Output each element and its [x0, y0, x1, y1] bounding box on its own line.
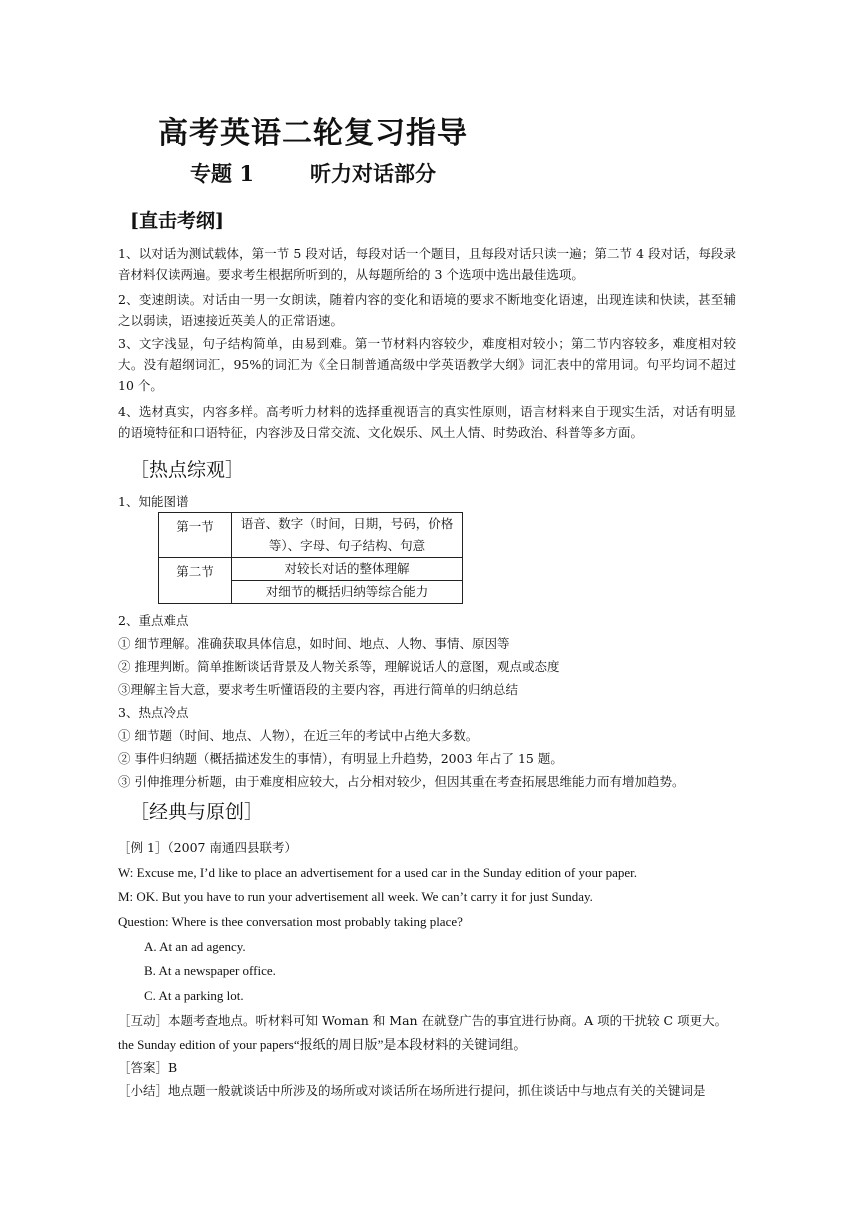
option-c: C. At a parking lot. [144, 988, 244, 1003]
section1-paragraph-1: 1、以对话为测试载体，第一节 5 段对话，每段对话一个题目，且每段对话只读一遍；第二节 4 段对话，每段录音材料仅读两遍。要求考生根据所听到的，从每题所给的 3 个选项中选出最佳选项。 [118, 246, 736, 282]
example-label: ［例 1］（2007 南通四县联考） [118, 840, 297, 855]
subtitle-name: 听力对话部分 [309, 161, 436, 186]
table-cell [232, 513, 463, 558]
table-cell-line: 等）、字母、句子结构、句意 [268, 538, 426, 553]
key-point-item: ② 推理判断。简单推断谈话背景及人物关系等，理解说话人的意图，观点或态度 [118, 659, 560, 674]
section1-paragraph-3: 3、文字浅显，句子结构简单，由易到难。第一节材料内容较少，难度相对较小；第二节内容较多，难度相对较大。没有超纲词汇，95%的词汇为《全日制普通高级中学英语教学大纲》词汇表中的常用词。句平均词不超过 10 个。 [118, 336, 736, 393]
knowledge-map-label: 1、知能图谱 [118, 494, 189, 509]
hot-cold-item: ① 细节题（时间、地点、人物），在近三年的考试中占绝大多数。 [118, 728, 479, 743]
subtitle-topic: 专题 1 [190, 161, 254, 186]
section3-heading: ［经典与原创］ [130, 801, 264, 823]
summary-line: ［小结］地点题一般就谈话中所涉及的场所或对谈话所在场所进行提问，抓住谈话中与地点有关的关键词是 [118, 1083, 706, 1098]
hot-cold-label: 3、热点冷点 [118, 705, 189, 720]
document-title: 高考英语二轮复习指导 [158, 116, 468, 151]
knowledge-map-table [158, 512, 463, 604]
document-subtitle [0, 158, 744, 188]
table-row-label: 第二节 [159, 558, 232, 604]
option-b: B. At a newspaper office. [144, 963, 276, 978]
answer-line: ［答案］B [118, 1060, 178, 1075]
table-cell-line: 对较长对话的整体理解 [284, 561, 410, 576]
hot-cold-item: ② 事件归纳题（概括描述发生的事情），有明显上升趋势，2003 年占了 15 题。 [118, 751, 563, 766]
key-point-item: ① 细节理解。准确获取具体信息，如时间、地点、人物、事情、原因等 [118, 636, 510, 651]
section1-paragraph-2: 2、变速朗读。对话由一男一女朗读，随着内容的变化和语境的要求不断地变化语速，出现连读和快读，甚至辅之以弱读，语速接近英美人的正常语速。 [118, 292, 736, 328]
interaction-line-2: the Sunday edition of your papers“报纸的周日版”是本段材料的关键词组。 [118, 1037, 527, 1052]
hot-cold-item: ③ 引伸推理分析题，由于难度相应较大，占分相对较少，但因其重在考查拓展思维能力而有增加趋势。 [118, 774, 685, 789]
section1-paragraph-4: 4、选材真实，内容多样。高考听力材料的选择重视语言的真实性原则，语言材料来自于现实生活，对话有明显的语境特征和口语特征，内容涉及日常交流、文化娱乐、风土人情、时势政治、科普等多方面。 [118, 404, 736, 440]
option-a: A. At an ad agency. [144, 939, 246, 954]
question-text: Question: Where is thee conversation most probably taking place? [118, 914, 463, 929]
dialog-woman: W: Excuse me, I’d like to place an advertisement for a used car in the Sunday edition of your paper. [118, 865, 637, 880]
table-cell [232, 558, 463, 581]
section1-heading: [直击考纲] [130, 210, 224, 232]
table-cell-line: 对细节的概括归纳等综合能力 [265, 584, 429, 599]
section2-heading: ［热点综观］ [130, 459, 245, 481]
table-cell [232, 581, 463, 604]
table-row-label: 第一节 [159, 513, 232, 558]
table-cell-line: 语音、数字（时间，日期，号码，价格 [240, 516, 454, 531]
key-point-item: ③理解主旨大意，要求考生听懂语段的主要内容，再进行简单的归纳总结 [118, 682, 519, 697]
interaction-line-1: ［互动］本题考查地点。听材料可知 Woman 和 Man 在就登广告的事宜进行协商。A 项的干扰较 C 项更大。 [118, 1013, 728, 1028]
key-points-label: 2、重点难点 [118, 613, 189, 628]
dialog-man: M: OK. But you have to run your advertisement all week. We can’t carry it for just Sunday. [118, 889, 593, 904]
